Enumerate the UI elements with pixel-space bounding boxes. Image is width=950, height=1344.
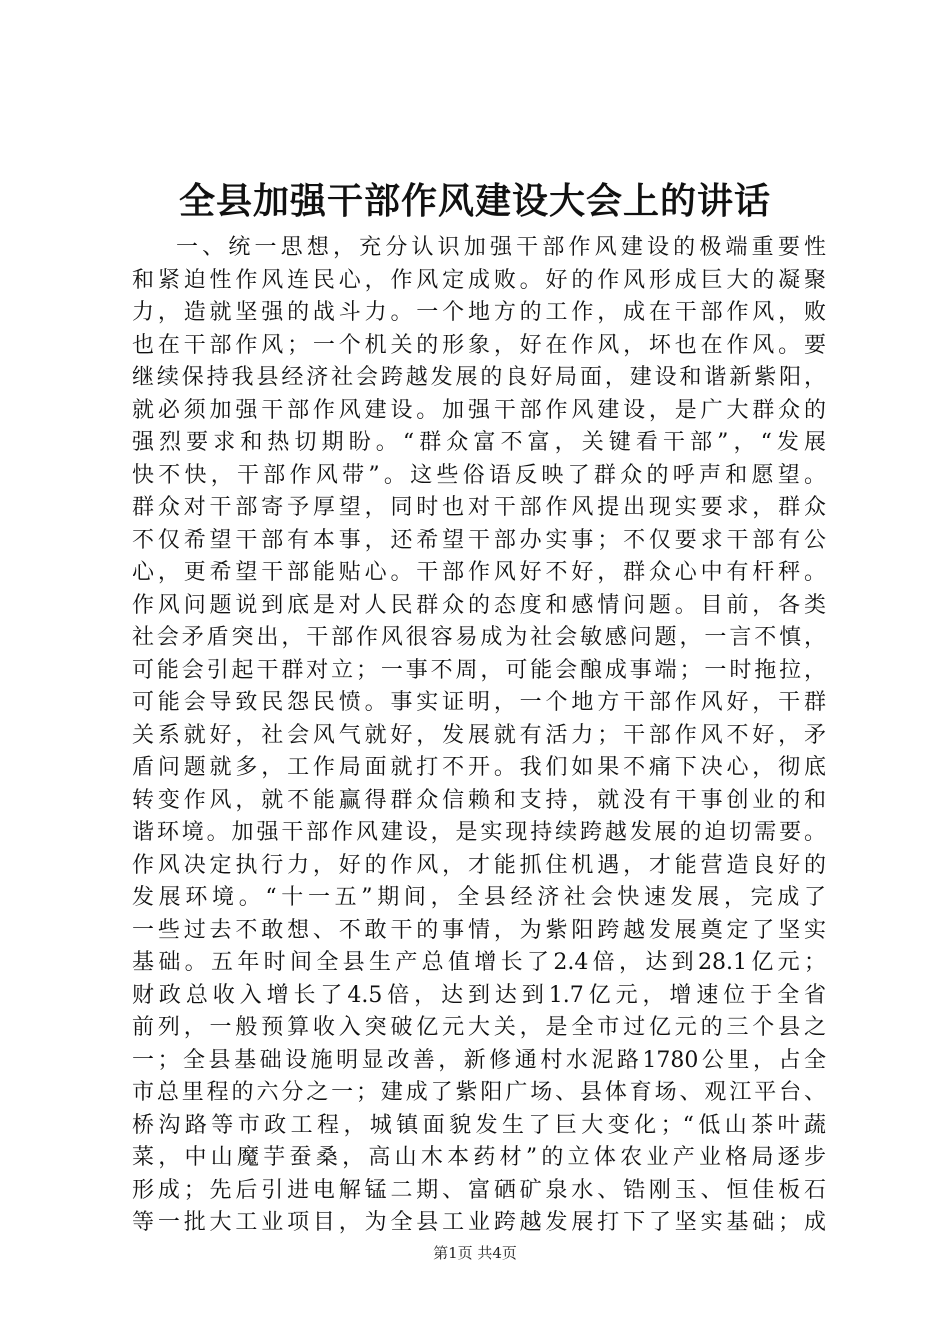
- text-line: 谐环境。加强干部作风建设，是实现持续跨越发展的迫切需要。: [132, 820, 826, 845]
- text-line: 作风问题说到底是对人民群众的态度和感情问题。目前，各类: [132, 592, 826, 618]
- text-line: 一、统一思想，充分认识加强干部作风建设的极端重要性: [176, 235, 826, 260]
- text-line: 菜，中山魔芋蚕桑，高山木本药材”的立体农业产业格局逐步: [132, 1145, 826, 1170]
- text-line: 快不快，干部作风带”。这些俗语反映了群众的呼声和愿望。: [132, 462, 826, 488]
- text-line: 也在干部作风；一个机关的形象，好在作风，坏也在作风。要: [132, 332, 826, 358]
- text-line: 基础。五年时间全县生产总值增长了2.4倍，达到28.1亿元；: [132, 950, 826, 975]
- text-line: 社会矛盾突出，干部作风很容易成为社会敏感问题，一言不慎，: [132, 625, 826, 650]
- body-text: [132, 232, 826, 1240]
- text-line: 桥沟路等市政工程，城镇面貌发生了巨大变化；“低山茶叶蔬: [132, 1112, 826, 1138]
- text-line: 力，造就坚强的战斗力。一个地方的工作，成在干部作风，败: [132, 300, 826, 325]
- text-line: 市总里程的六分之一；建成了紫阳广场、县体育场、观江平台、: [132, 1080, 826, 1105]
- text-line: 和紧迫性作风连民心，作风定成败。好的作风形成巨大的凝聚: [132, 267, 826, 293]
- text-line: 可能会引起干群对立；一事不周，可能会酿成事端；一时拖拉，: [132, 657, 826, 683]
- text-line: 心，更希望干部能贴心。干部作风好不好，群众心中有杆秤。: [132, 560, 826, 585]
- text-line: 不仅希望干部有本事，还希望干部办实事；不仅要求干部有公: [132, 527, 826, 553]
- text-line: 发展环境。“十一五”期间，全县经济社会快速发展，完成了: [132, 885, 826, 910]
- text-line: 盾问题就多，工作局面就打不开。我们如果不痛下决心，彻底: [132, 755, 826, 780]
- text-line: 财政总收入增长了4.5倍，达到达到1.7亿元，增速位于全省: [132, 982, 826, 1008]
- text-line: 继续保持我县经济社会跨越发展的良好局面，建设和谐新紫阳，: [132, 365, 826, 390]
- text-line: 一些过去不敢想、不敢干的事情，为紫阳跨越发展奠定了坚实: [132, 917, 826, 943]
- text-line: 等一批大工业项目，为全县工业跨越发展打下了坚实基础；成: [132, 1210, 826, 1235]
- text-line: 就必须加强干部作风建设。加强干部作风建设，是广大群众的: [132, 397, 826, 423]
- text-line: 强烈要求和热切期盼。“群众富不富，关键看干部”，“发展: [132, 430, 826, 455]
- text-line: 可能会导致民怨民愤。事实证明，一个地方干部作风好，干群: [132, 690, 826, 715]
- text-line: 群众对干部寄予厚望，同时也对干部作风提出现实要求，群众: [132, 495, 826, 520]
- text-line: 一；全县基础设施明显改善，新修通村水泥路1780公里，占全: [132, 1047, 826, 1073]
- text-line: 转变作风，就不能赢得群众信赖和支持，就没有干事创业的和: [132, 787, 826, 813]
- page-footer: 第1页 共4页: [433, 1244, 517, 1262]
- text-line: 关系就好，社会风气就好，发展就有活力；干部作风不好，矛: [132, 722, 826, 748]
- text-line: 作风决定执行力，好的作风，才能抓住机遇，才能营造良好的: [132, 852, 826, 878]
- text-line: 形成；先后引进电解锰二期、富硒矿泉水、锆刚玉、恒佳板石: [132, 1177, 826, 1203]
- text-line: 前列，一般预算收入突破亿元大关，是全市过亿元的三个县之: [132, 1015, 826, 1040]
- document-title: 全县加强干部作风建设大会上的讲话: [178, 181, 771, 222]
